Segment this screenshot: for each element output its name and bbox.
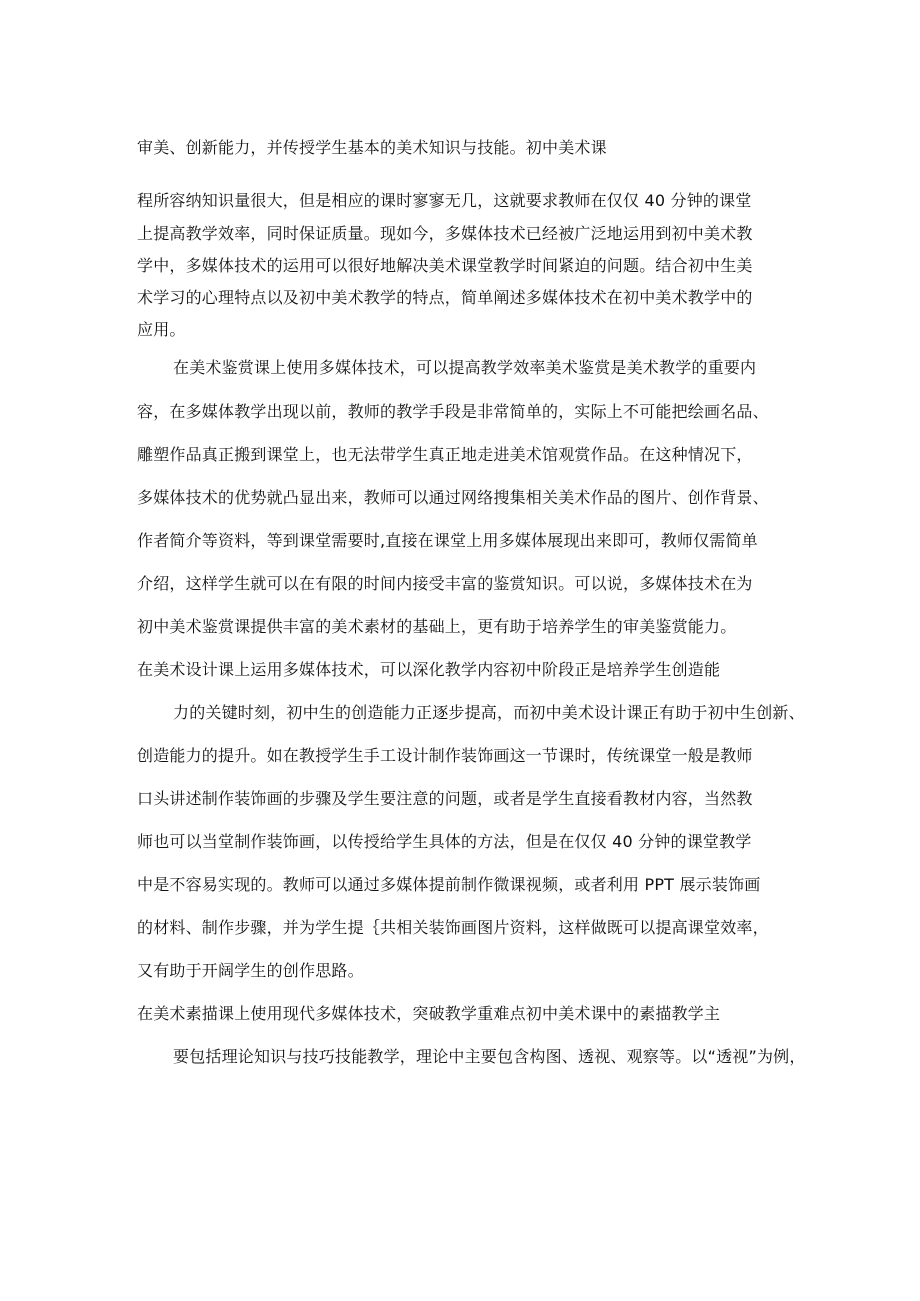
text-line: 雕塑作品真正搬到课堂上，也无法带学生真正地走进美术馆观赏作品。在这种情况下， xyxy=(137,445,753,464)
text-line: 在美术设计课上运用多媒体技术，可以深化教学内容初中阶段正是培养学生创造能 xyxy=(137,660,721,679)
text-line: 在美术素描课上使用现代多媒体技术，突破教学重难点初中美术课中的素描教学主 xyxy=(137,1004,721,1023)
text-line: 学中，多媒体技术的运用可以很好地解决美术课堂教学时间紧迫的问题。结合初中生美 xyxy=(137,256,753,275)
text-line: 上提高教学效率，同时保证质量。现如今，多媒体技术已经被广泛地运用到初中美术教 xyxy=(137,224,753,243)
text-line: 术学习的心理特点以及初中美术教学的特点，简单阐述多媒体技术在初中美术教学中的 xyxy=(137,288,753,307)
text-line: 应用。 xyxy=(137,320,186,339)
text-line: 在美术鉴赏课上使用多媒体技术，可以提高教学效率美术鉴赏是美术教学的重要内 xyxy=(173,358,757,377)
text-line: 中是不容易实现的。教师可以通过多媒体提前制作微课视频，或者利用 PPT 展示装饰画 xyxy=(137,875,761,894)
text-line: 师也可以当堂制作装饰画，以传授给学生具体的方法，但是在仅仅 40 分钟的课堂教学 xyxy=(137,832,752,851)
text-line: 容，在多媒体教学出现以前，教师的教学手段是非常简单的，实际上不可能把绘画名品、 xyxy=(137,402,769,421)
text-line: 要包括理论知识与技巧技能教学，理论中主要包含构图、透视、观察等。以“透视”为例， xyxy=(173,1047,806,1066)
text-line: 审美、创新能力，并传授学生基本的美术知识与技能。初中美术课 xyxy=(137,138,607,157)
text-line: 介绍，这样学生就可以在有限的时间内接受丰富的鉴赏知识。可以说，多媒体技术在为 xyxy=(137,574,753,593)
text-line: 又有助于开阔学生的创作思路。 xyxy=(137,961,364,980)
text-line: 创造能力的提升。如在教授学生手工设计制作装饰画这一节课时，传统课堂一般是教师 xyxy=(137,746,753,765)
text-line: 的材料、制作步骤，并为学生提｛共相关装饰画图片资料，这样做既可以提高课堂效率， xyxy=(137,918,769,937)
text-line: 多媒体技术的优势就凸显出来，教师可以通过网络搜集相关美术作品的图片、创作背景、 xyxy=(137,488,769,507)
text-line: 力的关键时刻，初中生的创造能力正逐步提高，而初中美术设计课正有助于初中生创新、 xyxy=(173,703,805,722)
text-line: 初中美术鉴赏课提供丰富的美术素材的基础上，更有助于培养学生的审美鉴赏能力。 xyxy=(137,617,737,636)
text-line: 程所容纳知识量很大，但是相应的课时寥寥无几，这就要求教师在仅仅 40 分钟的课堂 xyxy=(137,191,752,210)
text-line: 作者简介等资料，等到课堂需要时,直接在课堂上用多媒体展现出来即可，教师仅需简单 xyxy=(137,531,758,550)
text-line: 口头讲述制作装饰画的步骤及学生要注意的问题，或者是学生直接看教材内容，当然教 xyxy=(137,789,753,808)
